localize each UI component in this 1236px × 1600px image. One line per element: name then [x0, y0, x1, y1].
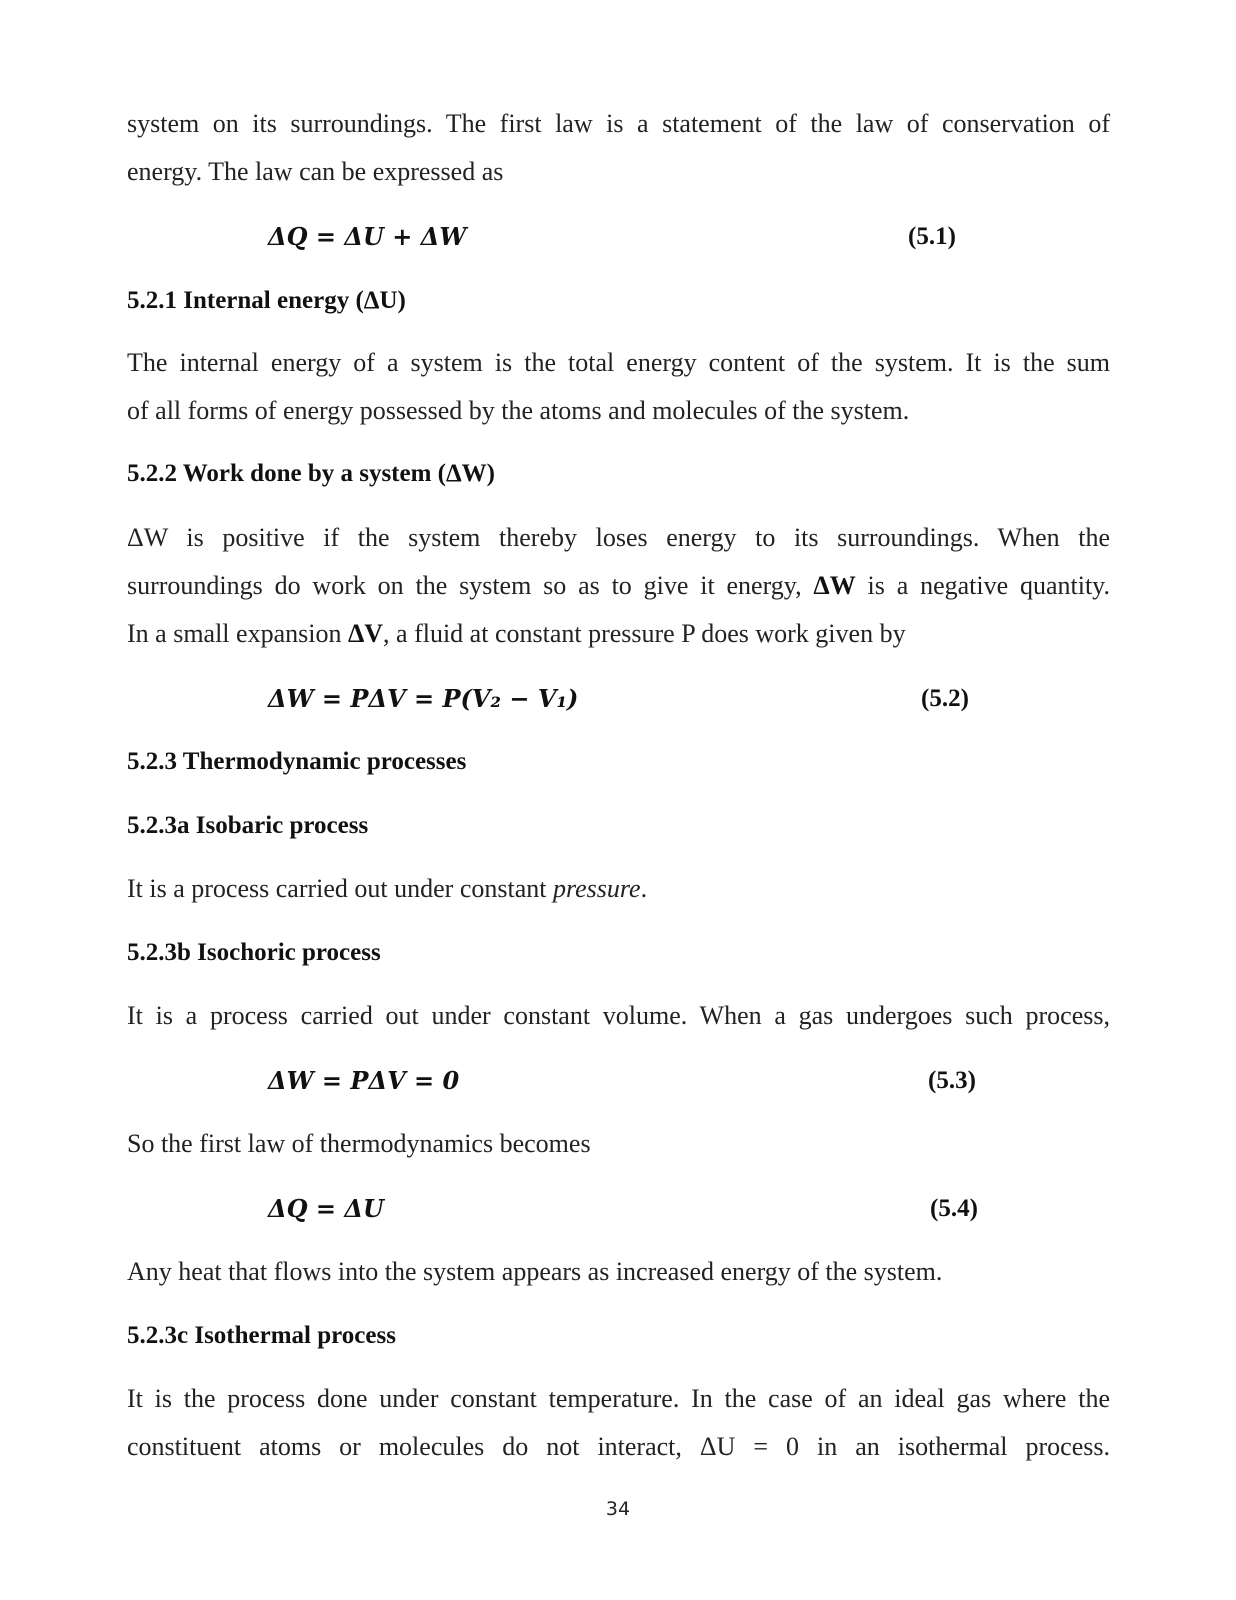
heading-5-2-3a: 5.2.3a Isobaric process: [127, 812, 369, 839]
intro-line-1: system on its surroundings. The first law is a statement of the law of conservation of: [127, 109, 1110, 138]
equation-5-2: ΔW = PΔV = P(V₂ − V₁): [268, 684, 579, 713]
isobaric-text-part-a: It is a process carried out under constant: [127, 874, 553, 903]
work-done-line-3-part-c: , a fluid at constant pressure P does work given by: [383, 619, 906, 648]
equation-5-2-number: (5.2): [921, 685, 969, 712]
equation-5-1-number: (5.1): [908, 223, 956, 250]
delta-v-bold: ΔV: [347, 619, 384, 648]
work-done-line-2-part-a: surroundings do work on the system so as to give it energy,: [127, 571, 814, 600]
isothermal-line-1: It is the process done under constant temperature. In the case of an ideal gas where the: [127, 1384, 1110, 1413]
equation-5-4-number: (5.4): [930, 1195, 978, 1222]
work-done-line-2-part-c: is a negative quantity.: [855, 571, 1110, 600]
internal-energy-line-2: of all forms of energy possessed by the atoms and molecules of the system.: [127, 396, 910, 425]
isochoric-line-3: Any heat that flows into the system appears as increased energy of the system.: [127, 1257, 943, 1286]
work-done-line-2: [127, 571, 1110, 601]
isobaric-text: [127, 874, 647, 904]
equation-5-3: ΔW = PΔV = 0: [268, 1066, 460, 1095]
heading-5-2-2: 5.2.2 Work done by a system (ΔW): [127, 460, 496, 487]
work-done-line-3-part-a: In a small expansion: [127, 619, 348, 648]
equation-5-3-number: (5.3): [928, 1067, 976, 1094]
page-number: 34: [605, 1498, 631, 1520]
heading-5-2-3c: 5.2.3c Isothermal process: [127, 1322, 396, 1349]
isochoric-line-2: So the first law of thermodynamics becomes: [127, 1129, 591, 1158]
isobaric-text-part-c: .: [640, 874, 648, 903]
heading-5-2-1: 5.2.1 Internal energy (ΔU): [127, 287, 406, 314]
internal-energy-line-1: The internal energy of a system is the total energy content of the system. It is the sum: [127, 348, 1110, 377]
intro-line-2: energy. The law can be expressed as: [127, 157, 504, 186]
heading-5-2-3b: 5.2.3b Isochoric process: [127, 939, 381, 966]
pressure-italic: pressure: [552, 874, 641, 903]
isochoric-line-1: It is a process carried out under constant volume. When a gas undergoes such process,: [127, 1001, 1110, 1030]
delta-w-bold: ΔW: [813, 571, 856, 600]
work-done-line-1: ΔW is positive if the system thereby loses energy to its surroundings. When the: [127, 523, 1110, 552]
equation-5-4: ΔQ = ΔU: [268, 1194, 384, 1223]
equation-5-1: ΔQ = ΔU + ΔW: [268, 222, 467, 251]
isothermal-line-2: constituent atoms or molecules do not interact, ΔU = 0 in an isothermal process.: [127, 1432, 1110, 1461]
work-done-line-3: [127, 619, 906, 649]
heading-5-2-3: 5.2.3 Thermodynamic processes: [127, 748, 467, 775]
